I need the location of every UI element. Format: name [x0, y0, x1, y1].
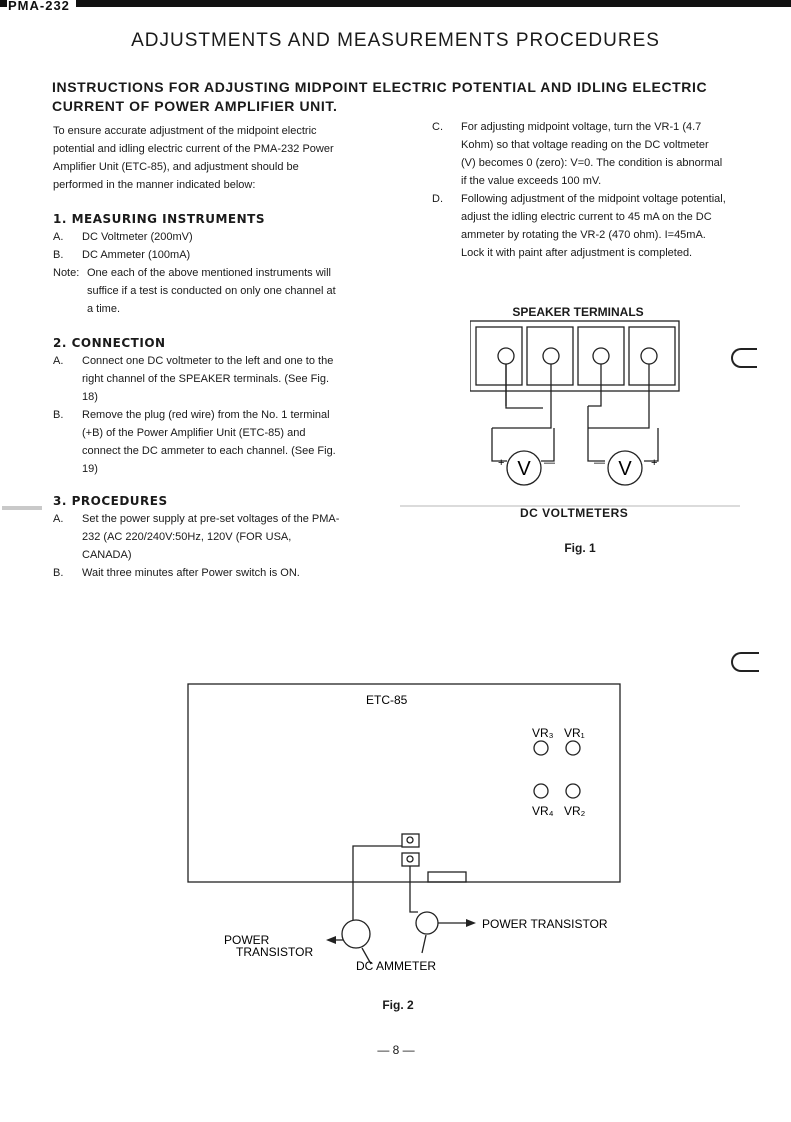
list-item: D. Following adjustment of the midpoint voltage potential, adjust the idling electric current to 45 mA on the DC ammeter by rotating the VR-2 (470 ohm). I=45mA.: [432, 193, 726, 241]
left-column: [53, 122, 341, 582]
vr3-label: VR₃: [532, 726, 554, 740]
plus-sign: +: [498, 457, 505, 469]
vr1-label: VR₁: [564, 726, 585, 740]
page-number: — 8 —: [377, 1043, 415, 1057]
voltmeter-symbol: V: [618, 458, 632, 480]
lock-note: Lock it with paint after adjustment is completed.: [461, 247, 693, 259]
section-heading: INSTRUCTIONS FOR ADJUSTING MIDPOINT ELECTRIC POTENTIAL AND IDLING ELECTRIC CURRENT OF POWER AMPLIFIER UNIT.: [52, 79, 708, 114]
list-item: B. DC Ammeter (100mA): [53, 249, 191, 261]
fig2-label: Fig. 2: [382, 998, 414, 1012]
page-title: ADJUSTMENTS AND MEASUREMENTS PROCEDURES: [131, 30, 660, 51]
minus-sign: —: [544, 457, 555, 469]
etc-85-board-diagram: [186, 682, 626, 972]
binder-hole-mark: [731, 348, 757, 368]
voltmeter-symbol: V: [517, 458, 531, 480]
procedures-title: 3. PROCEDURES: [53, 494, 168, 508]
list-item: C. For adjusting midpoint voltage, turn the VR-1 (4.7 Kohm) so that voltage reading on the DC voltmeter (V) becomes 0 (zero): V=0. The condition is abnormal if the value exceeds 100 mV.: [432, 121, 723, 187]
header-bar: [0, 0, 791, 7]
measuring-title: 1. MEASURING INSTRUMENTS: [53, 212, 266, 226]
model-label: PMA-232: [0, 0, 76, 13]
vr2-label: VR₂: [564, 804, 586, 818]
power-transistor-left-label: POWER: [224, 933, 270, 947]
scan-noise: [2, 506, 42, 510]
list-item: A. DC Voltmeter (200mV): [53, 231, 193, 243]
intro-paragraph: To ensure accurate adjustment of the midpoint electric potential and idling electric current of the PMA-232 Power Amplifier Unit (ETC-85), and adjustment should be performed in the manner indicated below:: [53, 125, 334, 191]
list-item: B. Wait three minutes after Power switch is ON.: [53, 567, 300, 579]
vr4-label: VR₄: [532, 804, 554, 818]
speaker-terminals-title: SPEAKER TERMINALS: [512, 305, 644, 319]
note: Note: One each of the above mentioned instruments will suffice if a test is conducted on only one channel at a time.: [53, 267, 336, 315]
connection-title: 2. CONNECTION: [53, 336, 166, 350]
list-item: A. Connect one DC voltmeter to the left and one to the right channel of the SPEAKER terminals. (See Fig. 18): [53, 355, 334, 403]
speaker-terminal-diagram: [470, 318, 690, 518]
power-transistor-right-label: POWER TRANSISTOR: [482, 917, 608, 931]
board-label: ETC-85: [366, 693, 408, 707]
fig1-label: Fig. 1: [564, 541, 596, 555]
right-column: [432, 118, 726, 262]
list-item: A. Set the power supply at pre-set voltages of the PMA-232 (AC 220/240V:50Hz, 120V (FOR USA, CANADA): [53, 513, 340, 561]
plus-sign: +: [651, 457, 658, 469]
binder-hole-mark: [731, 652, 759, 672]
minus-sign: —: [594, 457, 605, 469]
power-transistor-left-label: TRANSISTOR: [236, 945, 314, 959]
dc-voltmeters-caption: DC VOLTMETERS: [520, 506, 629, 520]
dc-ammeter-label: DC AMMETER: [356, 959, 437, 972]
list-item: B. Remove the plug (red wire) from the No. 1 terminal (+B) of the Power Amplifier Unit (ETC-85) and connect the DC ammeter to each channel. (See Fig. 19): [53, 409, 336, 475]
